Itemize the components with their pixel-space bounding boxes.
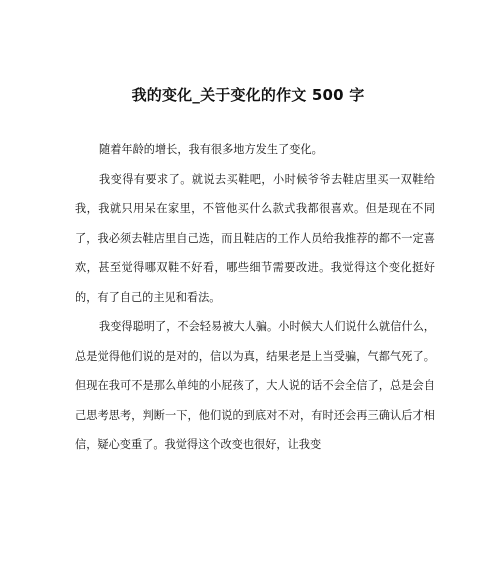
document-body — [75, 135, 435, 460]
paragraph-3: 我变得聪明了，不会轻易被大人骗。小时候大人们说什么就信什么，总是觉得他们说的是对的，信以为真，结果老是上当受骗，气都气死了。但现在我可不是那么单纯的小屁孩了，大人说的话不会全信了，总是会自己思考思考，判断一下，他们说的到底对不对，有时还会再三确认后才相信，疑心变重了。我觉得这个改变也很好，让我变 — [75, 320, 435, 451]
document-title: 我的变化_关于变化的作文 500 字 — [131, 86, 365, 104]
paragraph-2: 我变得有要求了。就说去买鞋吧，小时候爷爷去鞋店里买一双鞋给我，我就只用呆在家里，不管他买什么款式我都很喜欢。但是现在不同了，我必须去鞋店里自己选，而且鞋店的工作人员给我推荐的都不一定喜欢，甚至觉得哪双鞋不好看，哪些细节需要改进。我觉得这个变化挺好的，有了自己的主见和看法。 — [75, 172, 435, 304]
paragraph-1: 随着年龄的增长，我有很多地方发生了变化。 — [99, 143, 323, 156]
